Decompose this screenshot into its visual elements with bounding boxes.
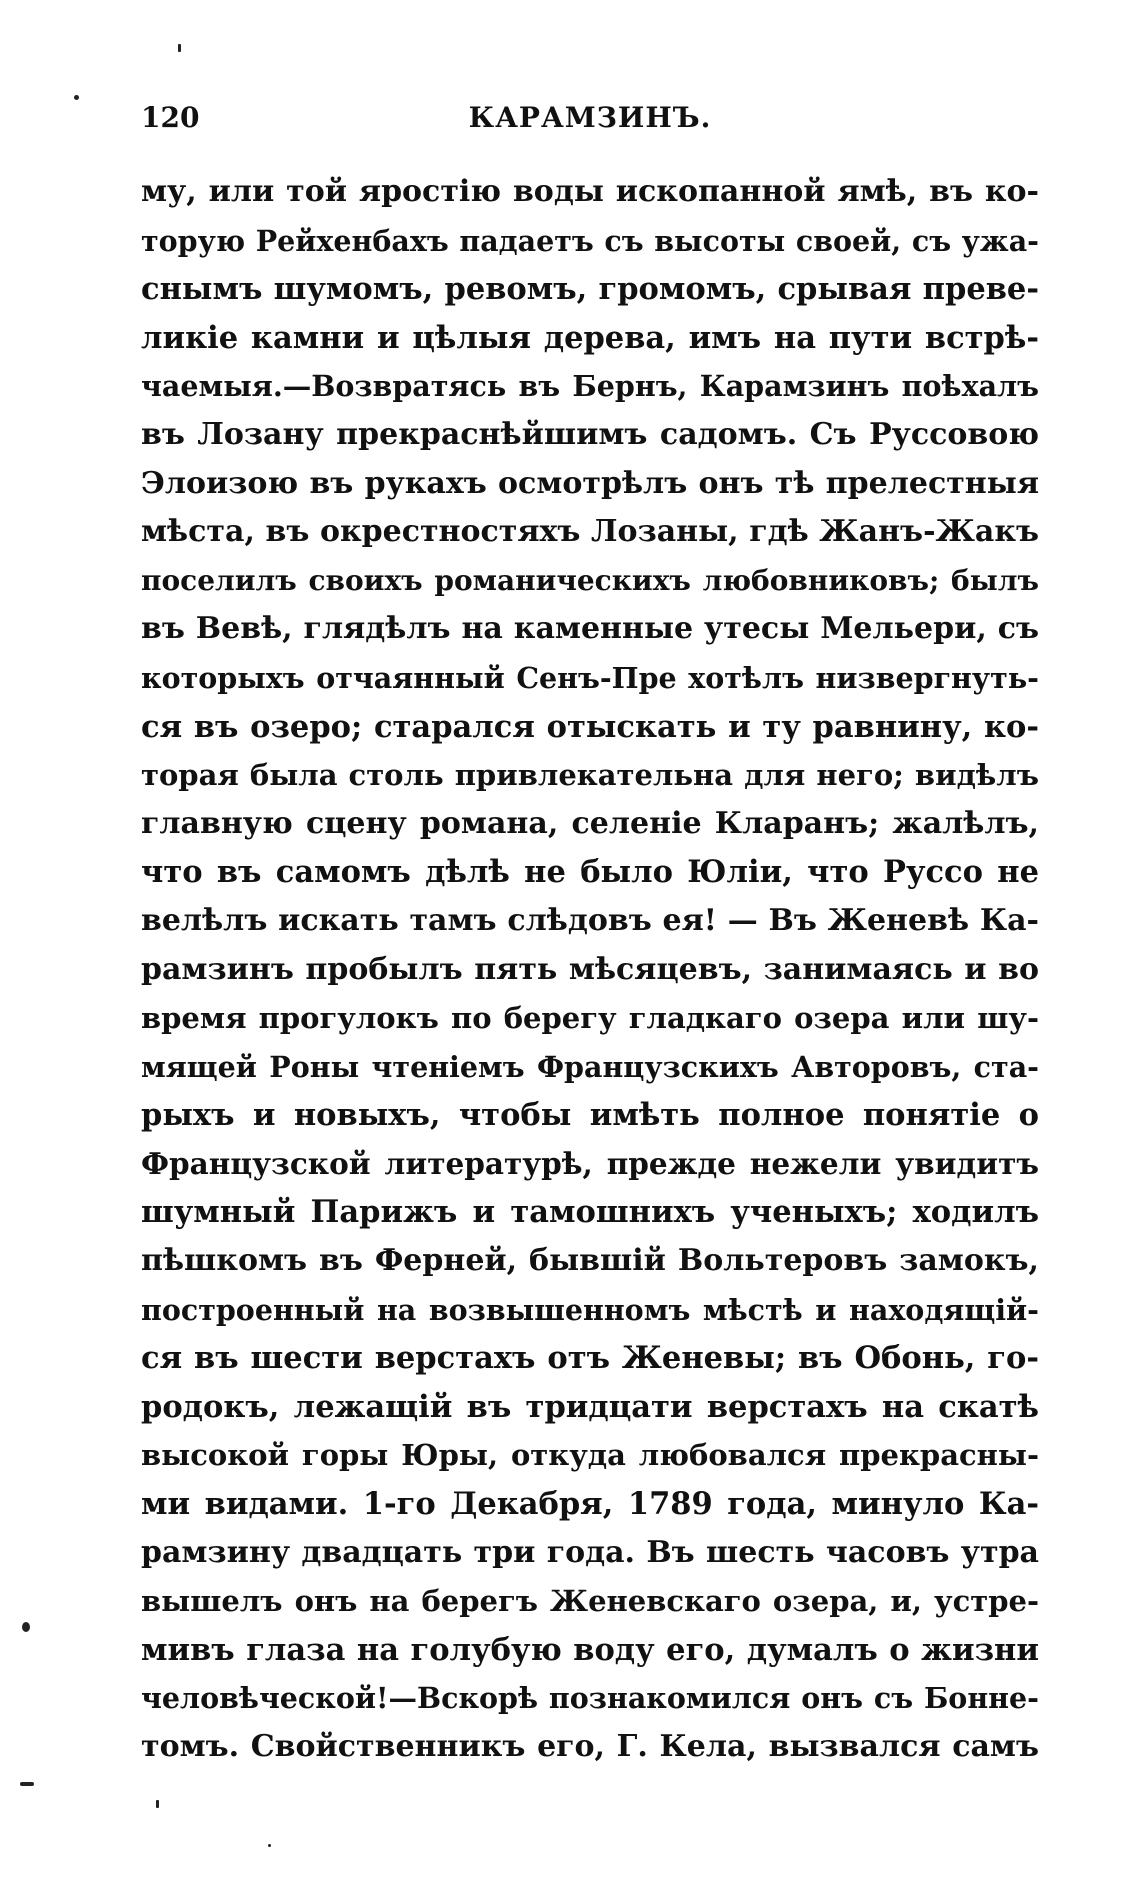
scan-speck: [22, 1622, 30, 1632]
text-line: ми видами. 1-го Декабря, 1789 года, минуло Ка-: [141, 1486, 1039, 1523]
scan-speck: [74, 95, 79, 100]
body-text: [141, 168, 1039, 1772]
text-line: поселилъ своихъ романическихъ любовниковъ; былъ: [141, 563, 1039, 597]
scan-speck: [268, 1844, 271, 1847]
text-line: чаемыя.—Возвратясь въ Бернъ, Карамзинъ поѣхалъ: [141, 369, 1039, 404]
text-line: время прогулокъ по берегу гладкаго озера или шу-: [141, 1001, 1039, 1036]
text-line: рыхъ и новыхъ, чтобы имѣть полное понятіе о: [141, 1097, 1039, 1134]
text-line: мѣста, въ окрестностяхъ Лозаны, гдѣ Жанъ-Жакъ: [141, 514, 1039, 550]
text-line: высокой горы Юры, откуда любовался прекрасны-: [141, 1438, 1039, 1473]
text-line: рамзинъ пробылъ пять мѣсяцевъ, занимаясь и во: [141, 951, 1039, 987]
running-head: КАРАМЗИНЪ.: [468, 101, 712, 134]
text-line: Элоизою въ рукахъ осмотрѣлъ онъ тѣ прелестныя: [141, 465, 1039, 501]
text-line: ликіе камни и цѣлыя дерева, имъ на пути встрѣ-: [141, 319, 1039, 356]
scan-speck: [156, 1800, 159, 1808]
text-line: му, или той яростію воды ископанной ямѣ, въ ко-: [141, 174, 1039, 209]
scan-speck: [178, 44, 181, 52]
text-line: ся въ озеро; старался отыскать и ту равнину, ко-: [141, 708, 1039, 745]
text-line: велѣлъ искать тамъ слѣдовъ ея! — Въ Женевѣ Ка-: [141, 902, 1039, 938]
text-line: въ Вевѣ, глядѣлъ на каменные утесы Мельери, съ: [141, 611, 1039, 647]
text-line: томъ. Свойственникъ его, Г. Кела, вызвался самъ: [141, 1729, 1039, 1764]
page-number: 120: [141, 101, 200, 134]
text-line: Французской литературѣ, прежде нежели увидитъ: [141, 1145, 1039, 1181]
text-line: вышелъ онъ на берегъ Женевскаго озера, и, устре-: [141, 1584, 1039, 1619]
text-line: человѣческой!—Вскорѣ познакомился онъ съ Бонне-: [141, 1681, 1039, 1716]
scan-speck: [20, 1782, 34, 1786]
text-line: что въ самомъ дѣлѣ не было Юліи, что Руссо не: [141, 854, 1039, 891]
page-header: [141, 98, 1039, 138]
text-line: построенный на возвышенномъ мѣстѣ и находящій-: [141, 1292, 1039, 1327]
text-line: въ Лозану прекраснѣйшимъ садомъ. Съ Руссовою: [141, 416, 1039, 452]
text-line: мящей Роны чтеніемъ Французскихъ Авторовъ, ста-: [141, 1049, 1039, 1084]
text-line: главную сцену романа, селеніе Кларанъ; жалѣлъ,: [141, 805, 1039, 841]
text-line: ся въ шести верстахъ отъ Женевы; въ Обонь, го-: [141, 1340, 1039, 1377]
text-line: шумный Парижъ и тамошнихъ ученыхъ; ходилъ: [141, 1194, 1039, 1231]
text-line: снымъ шумомъ, ревомъ, громомъ, срывая преве-: [141, 271, 1039, 308]
text-line: родокъ, лежащій въ тридцати верстахъ на скатѣ: [141, 1388, 1039, 1425]
text-line: мивъ глаза на голубую воду его, думалъ о жизни: [141, 1631, 1039, 1668]
text-line: торая была столь привлекательна для него; видѣлъ: [141, 758, 1039, 793]
text-line: которыхъ отчаянный Сенъ-Пре хотѣлъ низвергнуть-: [141, 660, 1039, 695]
text-line: торую Рейхенбахъ падаетъ съ высоты своей, съ ужа-: [141, 223, 1039, 258]
text-line: рамзину двадцать три года. Въ шесть часовъ утра: [141, 1534, 1039, 1570]
text-line: пѣшкомъ въ Ферней, бывшій Вольтеровъ замокъ,: [141, 1243, 1039, 1279]
